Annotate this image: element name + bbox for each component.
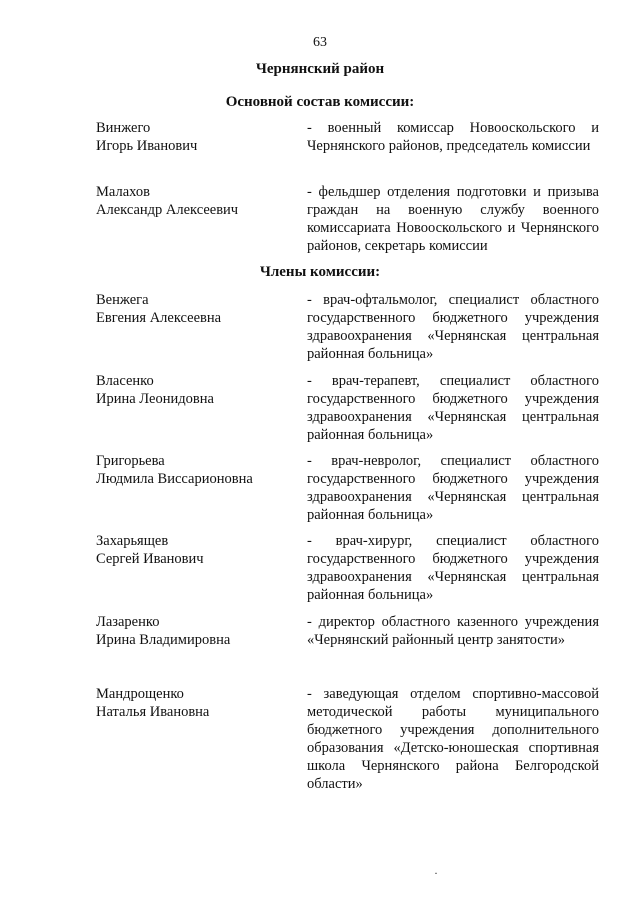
member-given-names: Игорь Иванович bbox=[96, 138, 198, 154]
member-surname: Григорьева bbox=[96, 453, 165, 469]
member-given-names: Евгения Алексеевна bbox=[96, 310, 222, 326]
district-title: Чернянский район bbox=[255, 61, 385, 77]
member-surname: Винжего bbox=[96, 120, 151, 136]
member-surname: Власенко bbox=[96, 373, 154, 389]
member-role: - врач-невролог, специалист областного государственного бюджетного учреждения здравоохранения «Чернянская центральная районная больница» bbox=[307, 453, 599, 523]
member-given-names: Наталья Ивановна bbox=[96, 704, 210, 720]
page-number: 63 bbox=[313, 35, 327, 50]
members-heading: Члены комиссии: bbox=[259, 264, 381, 280]
member-name bbox=[96, 685, 296, 721]
member-role: - военный комиссар Новооскольского и Чернянского районов, председатель комиссии bbox=[307, 120, 599, 154]
member-surname: Малахов bbox=[96, 184, 150, 200]
member-role: - фельдшер отделения подготовки и призыва граждан на военную службу военного комиссариата Новооскольского и Чернянского районов, секретарь комиссии bbox=[307, 184, 599, 254]
member-surname: Венжега bbox=[96, 292, 149, 308]
member-name bbox=[96, 119, 296, 155]
member-given-names: Александр Алексеевич bbox=[96, 202, 239, 218]
member-surname: Захарьящев bbox=[96, 533, 169, 549]
main-composition-heading: Основной состав комиссии: bbox=[225, 94, 415, 110]
scan-speck: · bbox=[434, 866, 438, 880]
member-name bbox=[96, 183, 296, 219]
member-name bbox=[96, 452, 296, 488]
member-name bbox=[96, 613, 296, 649]
member-given-names: Сергей Иванович bbox=[96, 551, 204, 567]
member-role: - заведующая отделом спортивно-массовой методической работы муниципального бюджетного учреждения дополнительного образования «Детско-юношеская спортивная школа Чернянского района Белгородской области» bbox=[307, 686, 599, 792]
member-surname: Мандрощенко bbox=[96, 686, 184, 702]
member-role: - врач-офтальмолог, специалист областного государственного бюджетного учреждения здравоохранения «Чернянская центральная районная больница» bbox=[307, 292, 599, 362]
member-role: - врач-хирург, специалист областного государственного бюджетного учреждения здравоохранения «Чернянская центральная районная больница» bbox=[307, 533, 599, 603]
member-surname: Лазаренко bbox=[96, 614, 160, 630]
member-name bbox=[96, 532, 296, 568]
member-role: - директор областного казенного учреждения «Чернянский районный центр занятости» bbox=[307, 614, 599, 648]
member-given-names: Ирина Владимировна bbox=[96, 632, 231, 648]
member-name bbox=[96, 372, 296, 408]
member-given-names: Ирина Леонидовна bbox=[96, 391, 214, 407]
member-role: - врач-терапевт, специалист областного государственного бюджетного учреждения здравоохранения «Чернянская центральная районная больница» bbox=[307, 373, 599, 443]
member-name bbox=[96, 291, 296, 327]
member-given-names: Людмила Виссарионовна bbox=[96, 471, 253, 487]
